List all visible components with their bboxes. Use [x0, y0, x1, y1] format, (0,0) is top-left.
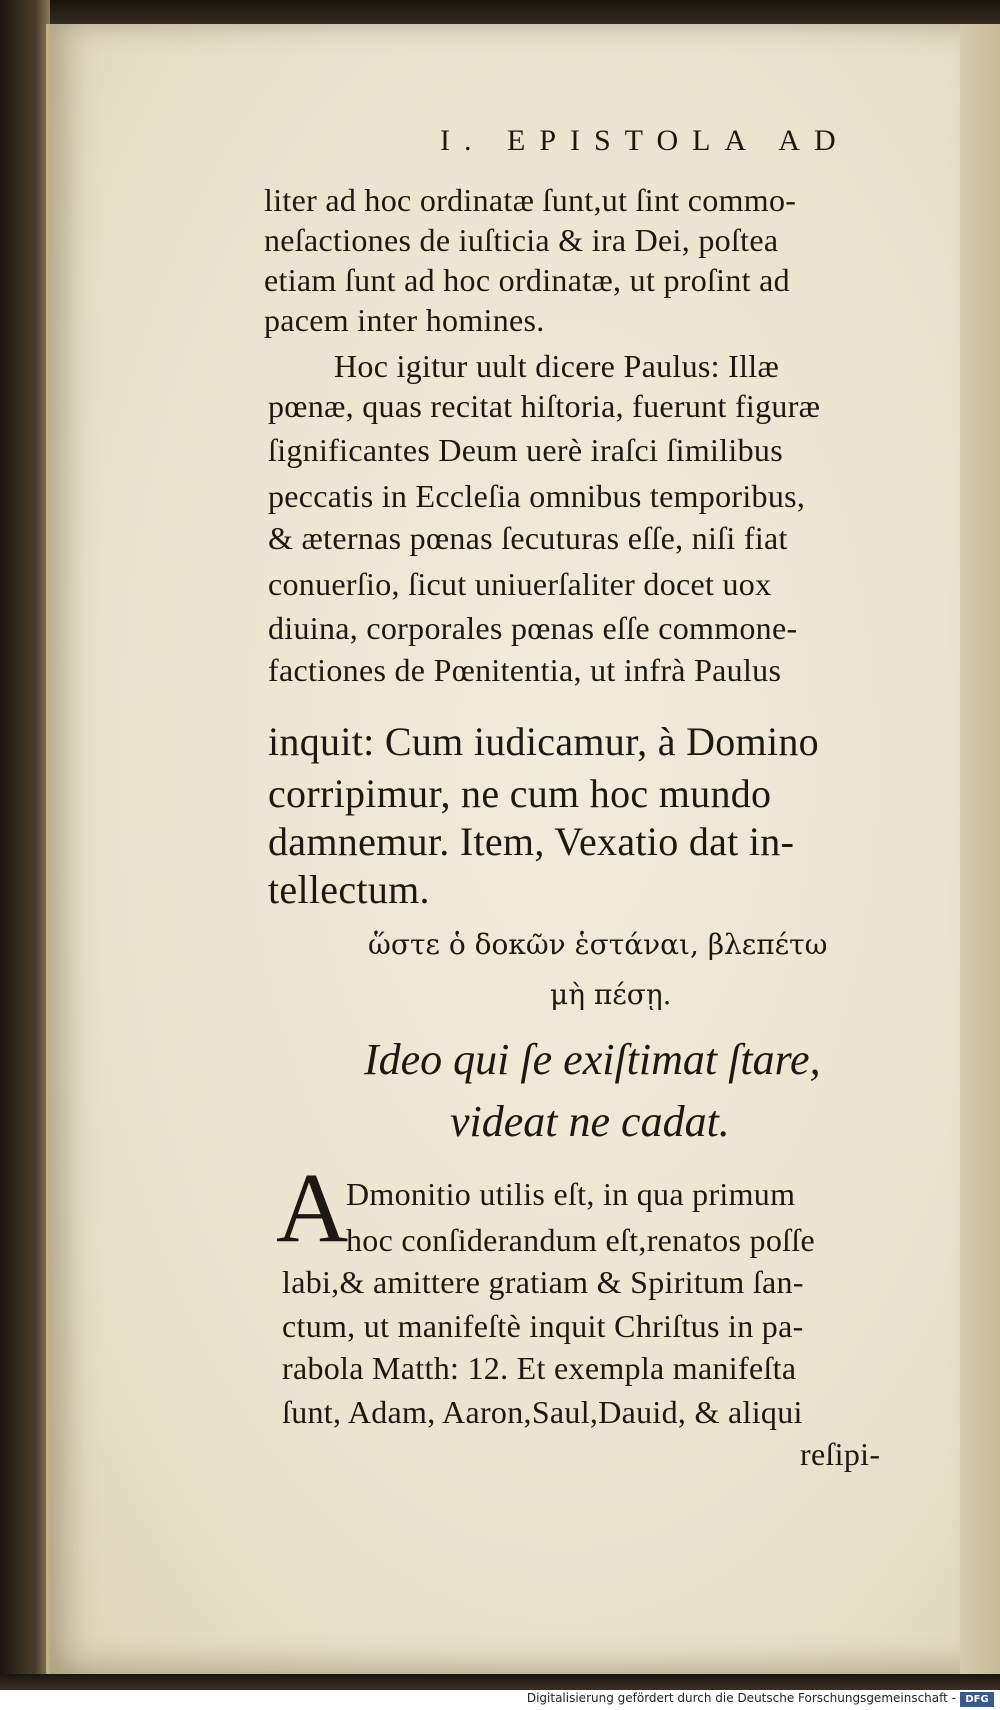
body-line: damnemur. Item, Vexatio dat in-	[268, 819, 795, 864]
body-line: neſactiones de iuſticia & ira Dei, poſtea	[264, 222, 779, 258]
body-line: & æternas pœnas ſecuturas eſſe, niſi fiat	[268, 520, 788, 556]
paragraph-line: hoc conſiderandum eſt,renatos poſſe	[346, 1222, 816, 1258]
catchword: reſipi-	[800, 1436, 881, 1472]
scan-edge-bottom	[0, 1674, 1000, 1690]
body-line: conuerſio, ſicut uniuerſaliter docet uox	[268, 566, 772, 602]
body-line: factiones de Pœnitentia, ut infrà Paulus	[268, 652, 782, 688]
italic-heading-line: Ideo qui ſe exiſtimat ſtare,	[364, 1035, 821, 1084]
body-line: tellectum.	[268, 867, 430, 912]
body-line: peccatis in Eccleſia omnibus temporibus,	[268, 478, 806, 514]
paragraph-line: Dmonitio utilis eſt, in qua primum	[346, 1176, 796, 1212]
book-spine-edge	[0, 0, 50, 1710]
body-line: liter ad hoc ordinatæ ſunt,ut ſint commo-	[264, 182, 797, 218]
paragraph-line: ctum, ut manifeſtè inquit Chriſtus in pa-	[282, 1308, 804, 1344]
body-line: ſignificantes Deum uerè iraſci ſimilibus	[268, 432, 783, 468]
paragraph-line: labi,& amittere gratiam & Spiritum ſan-	[282, 1264, 804, 1300]
body-line: Hoc igitur uult dicere Paulus: Illæ	[334, 348, 780, 384]
body-line: etiam ſunt ad hoc ordinatæ, ut proſint ad	[264, 262, 790, 298]
greek-quotation-line: ὥστε ὁ δοκῶν ἑστάναι, βλεπέτω	[368, 928, 828, 961]
greek-quotation-line: μὴ πέσῃ.	[550, 978, 672, 1011]
paragraph-line: ſunt, Adam, Aaron,Saul,Dauid, & aliqui	[282, 1394, 803, 1430]
running-head: I. EPISTOLA AD	[440, 124, 850, 157]
body-line: pacem inter homines.	[264, 302, 545, 338]
body-line: corripimur, ne cum hoc mundo	[268, 771, 772, 816]
body-line: inquit: Cum iudicamur, à Domino	[268, 719, 819, 764]
facing-page-edge	[960, 24, 1000, 1674]
page-text	[50, 24, 980, 1674]
body-line: diuina, corporales pœnas eſſe commone-	[268, 610, 798, 646]
body-line: pœnæ, quas recitat hiſtoria, fuerunt figuræ	[268, 388, 821, 424]
italic-heading-line: videat ne cadat.	[450, 1097, 730, 1146]
funding-credit: Digitalisierung gefördert durch die Deutsche Forschungsgemeinschaft -	[526, 1691, 956, 1705]
book-page	[46, 24, 980, 1674]
drop-cap: A	[276, 1152, 349, 1263]
dfg-logo: DFG	[960, 1692, 994, 1707]
paragraph-line: rabola Matth: 12. Et exempla manifeſta	[282, 1350, 797, 1386]
